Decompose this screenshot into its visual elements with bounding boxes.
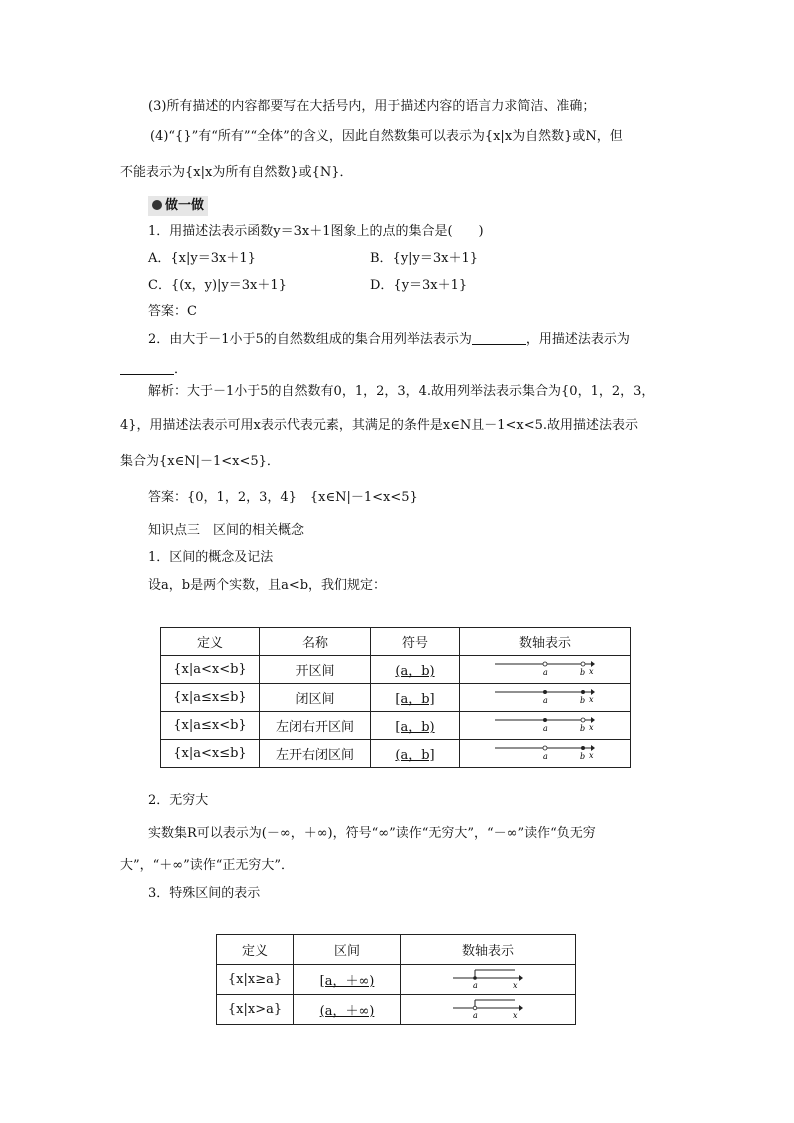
knowledge-point-title: 知识点三 区间的相关概念 (148, 523, 305, 538)
diamond-icon (152, 200, 162, 210)
q2-stem: 2．由大于－1小于5的自然数组成的集合用列举法表示为 ，用描述法表示为 (148, 332, 630, 347)
svg-text:x: x (589, 750, 594, 760)
interval-intro: 设a，b是两个实数，且a<b，我们规定： (148, 578, 387, 593)
section-badge: 做一做 (148, 196, 208, 216)
svg-text:x: x (589, 694, 594, 704)
svg-text:x: x (513, 980, 518, 990)
q1-option-d: D．{y＝3x＋1} (370, 278, 468, 293)
subsection-3-title: 3．特殊区间的表示 (148, 886, 261, 901)
paragraph-4a: (4)“{}”有“所有”“全体”的含义，因此自然数集可以表示为{x|x为自然数}或N，但 (150, 129, 623, 144)
svg-text:x: x (589, 722, 594, 732)
definition-cell: {x|x≥a} (217, 965, 294, 995)
interval-table (160, 627, 631, 768)
number-line-cell (460, 712, 631, 740)
name-cell: 开区间 (260, 656, 371, 684)
svg-text:b: b (580, 751, 586, 761)
number-line-cell (401, 995, 576, 1025)
paragraph-3: (3)所有描述的内容都要写在大括号内，用于描述内容的语言力求简洁、准确； (148, 99, 596, 114)
answer-blank (472, 330, 526, 345)
infinity-text-1: 实数集R可以表示为(－∞，＋∞)，符号“∞”读作“无穷大”，“－∞”读作“负无穷 (148, 826, 596, 841)
q2-analysis-1: 解析：大于－1小于5的自然数有0，1，2，3，4.故用列举法表示集合为{0，1，2，3， (148, 384, 655, 399)
definition-cell: {x|a<x≤b} (161, 740, 260, 768)
number-line-cell (460, 740, 631, 768)
definition-cell: {x|a≤x<b} (161, 712, 260, 740)
svg-text:a: a (543, 751, 548, 761)
table-row (161, 740, 631, 768)
q1-answer: 答案：C (148, 304, 197, 319)
table-row (161, 656, 631, 684)
symbol-cell: [a，b] (371, 684, 460, 712)
number-line-ray-open (453, 996, 523, 1020)
number-line-cell (401, 965, 576, 995)
definition-cell: {x|a<x<b} (161, 656, 260, 684)
svg-text:a: a (543, 695, 548, 705)
number-line-closed-open (495, 714, 595, 734)
q2-stem-end: ． (120, 360, 187, 380)
table-row (217, 965, 576, 995)
subsection-2-title: 2．无穷大 (148, 793, 209, 808)
table-row (161, 712, 631, 740)
number-line-cell (460, 656, 631, 684)
interval-cell: [a，＋∞) (294, 965, 401, 995)
svg-text:b: b (580, 667, 586, 677)
table-row (161, 684, 631, 712)
table-header: 数轴表示 (460, 628, 631, 656)
table-header: 定义 (161, 628, 260, 656)
q2-analysis-2: 4}，用描述法表示可用x表示代表元素，其满足的条件是x∈N且－1<x<5.故用描述法表示 (120, 418, 638, 433)
q2-answer: 答案：{0，1，2，3，4} {x∈N|－1<x<5} (148, 490, 418, 505)
special-interval-table (216, 934, 576, 1025)
table-header: 定义 (217, 935, 294, 965)
svg-text:a: a (473, 1010, 478, 1020)
number-line-ray-closed (453, 966, 523, 990)
number-line-cell (460, 684, 631, 712)
table-header: 符号 (371, 628, 460, 656)
q1-option-a: A．{x|y＝3x＋1} (148, 251, 256, 266)
q2-analysis-3: 集合为{x∈N|－1<x<5}． (120, 454, 280, 469)
q1-stem: 1．用描述法表示函数y＝3x＋1图象上的点的集合是( ) (148, 224, 484, 239)
interval-cell: (a，＋∞) (294, 995, 401, 1025)
symbol-cell: (a，b] (371, 740, 460, 768)
name-cell: 左闭右开区间 (260, 712, 371, 740)
answer-blank (120, 360, 174, 375)
number-line-open-open (495, 658, 595, 678)
svg-text:x: x (589, 666, 594, 676)
table-header: 名称 (260, 628, 371, 656)
infinity-text-2: 大”，“＋∞”读作“正无穷大”． (120, 858, 295, 873)
table-header: 区间 (294, 935, 401, 965)
svg-text:a: a (473, 980, 478, 990)
table-header: 数轴表示 (401, 935, 576, 965)
svg-text:a: a (543, 667, 548, 677)
svg-text:b: b (580, 695, 586, 705)
number-line-open-closed (495, 742, 595, 762)
number-line-closed-closed (495, 686, 595, 706)
q1-option-b: B．{y|y＝3x＋1} (370, 251, 479, 266)
symbol-cell: (a，b) (371, 656, 460, 684)
definition-cell: {x|x>a} (217, 995, 294, 1025)
svg-text:a: a (543, 723, 548, 733)
name-cell: 左开右闭区间 (260, 740, 371, 768)
paragraph-4b: 不能表示为{x|x为所有自然数}或{N}． (120, 165, 353, 180)
svg-text:b: b (580, 723, 586, 733)
symbol-cell: [a，b) (371, 712, 460, 740)
subsection-1-title: 1．区间的概念及记法 (148, 550, 274, 565)
table-row (217, 995, 576, 1025)
name-cell: 闭区间 (260, 684, 371, 712)
svg-text:x: x (513, 1010, 518, 1020)
definition-cell: {x|a≤x≤b} (161, 684, 260, 712)
q1-option-c: C．{(x，y)|y＝3x＋1} (148, 278, 287, 293)
